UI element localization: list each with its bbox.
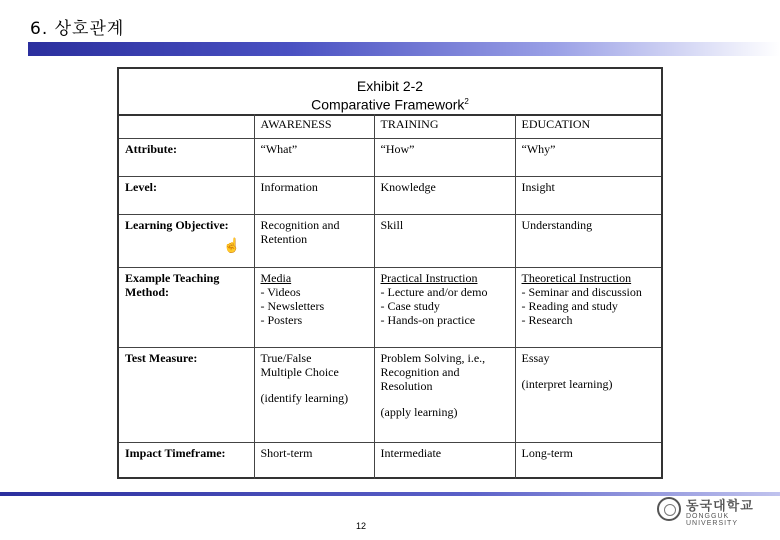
logo-english-name: DONGGUK UNIVERSITY — [686, 513, 739, 527]
cell-line: - Posters — [260, 313, 303, 327]
cell-line: (interpret learning) — [521, 377, 613, 391]
cell-education — [515, 348, 661, 443]
header-awareness: AWARENESS — [254, 114, 374, 139]
cell-line: - Videos — [260, 285, 301, 299]
row-attribute: Test Measure: — [119, 348, 254, 443]
cell-awareness: “What” — [254, 139, 374, 177]
cell-training: Knowledge — [374, 177, 515, 215]
cell-line: - Case study — [380, 299, 440, 313]
cell-line: - Newsletters — [260, 299, 325, 313]
cell-line: Recognition and — [260, 218, 340, 232]
cell-line: (identify learning) — [260, 391, 349, 405]
cell-awareness: Information — [254, 177, 374, 215]
exhibit-subtitle-line — [119, 94, 661, 113]
row-attribute: Impact Timeframe: — [119, 443, 254, 479]
cell-line: Resolution — [380, 379, 433, 393]
cell-education: Long-term — [515, 443, 661, 479]
table-row — [119, 268, 661, 348]
row-attribute: Level: — [119, 177, 254, 215]
framework-grid — [119, 114, 661, 479]
row-attribute-label: Learning Objective: — [125, 218, 229, 232]
cell-line: - Lecture and/or demo — [380, 285, 488, 299]
cell-training: “How” — [374, 139, 515, 177]
table-row — [119, 139, 661, 177]
exhibit-title: Exhibit 2-2 — [356, 78, 424, 94]
row-attribute: Example Teaching Method: — [119, 268, 254, 348]
cell-training — [374, 268, 515, 348]
header-training: TRAINING — [374, 114, 515, 139]
university-logo — [652, 494, 768, 528]
cell-line: Essay — [521, 351, 550, 365]
cell-line: - Research — [521, 313, 573, 327]
row-attribute — [119, 215, 254, 268]
exhibit-subtitle: Comparative Framework — [311, 96, 465, 113]
page-number: 12 — [356, 521, 367, 531]
cell-training: Skill — [374, 215, 515, 268]
header-education: EDUCATION — [515, 114, 661, 139]
title-gradient-bar — [28, 42, 780, 56]
table-row — [119, 177, 661, 215]
cell-awareness: Short-term — [254, 443, 374, 479]
table-row — [119, 215, 661, 268]
header-cell-empty — [119, 114, 254, 139]
cell-line: - Reading and study — [521, 299, 618, 313]
logo-korean-name: 동국대학교 — [686, 499, 754, 514]
header-row — [119, 114, 661, 139]
cell-education: “Why” — [515, 139, 661, 177]
cell-line: Media — [260, 271, 292, 285]
cell-line: Theoretical Instruction — [521, 271, 632, 285]
cell-line: Problem Solving, i.e., — [380, 351, 486, 365]
exhibit-table — [117, 67, 663, 479]
cell-education: Understanding — [515, 215, 661, 268]
cell-line: - Seminar and discussion — [521, 285, 642, 299]
table-row — [119, 348, 661, 443]
hand-pointer-icon: ☝ — [223, 239, 241, 254]
cell-line: (apply learning) — [380, 405, 458, 419]
slide-title: 6. 상호관계 — [30, 19, 125, 39]
cell-training — [374, 348, 515, 443]
cell-education: Insight — [515, 177, 661, 215]
footnote-mark: 2 — [464, 97, 469, 106]
cell-line: Recognition and — [380, 365, 460, 379]
cell-awareness — [254, 215, 374, 268]
university-seal-icon — [657, 497, 681, 521]
cell-awareness — [254, 348, 374, 443]
cell-line: Practical Instruction — [380, 271, 478, 285]
table-row — [119, 443, 661, 479]
cell-awareness — [254, 268, 374, 348]
row-attribute: Attribute: — [119, 139, 254, 177]
cell-line: True/False — [260, 351, 312, 365]
cell-education — [515, 268, 661, 348]
cell-training: Intermediate — [374, 443, 515, 479]
cell-line: Multiple Choice — [260, 365, 339, 379]
cell-line: Retention — [260, 232, 308, 246]
cell-line: - Hands-on practice — [380, 313, 476, 327]
exhibit-header — [119, 69, 661, 116]
